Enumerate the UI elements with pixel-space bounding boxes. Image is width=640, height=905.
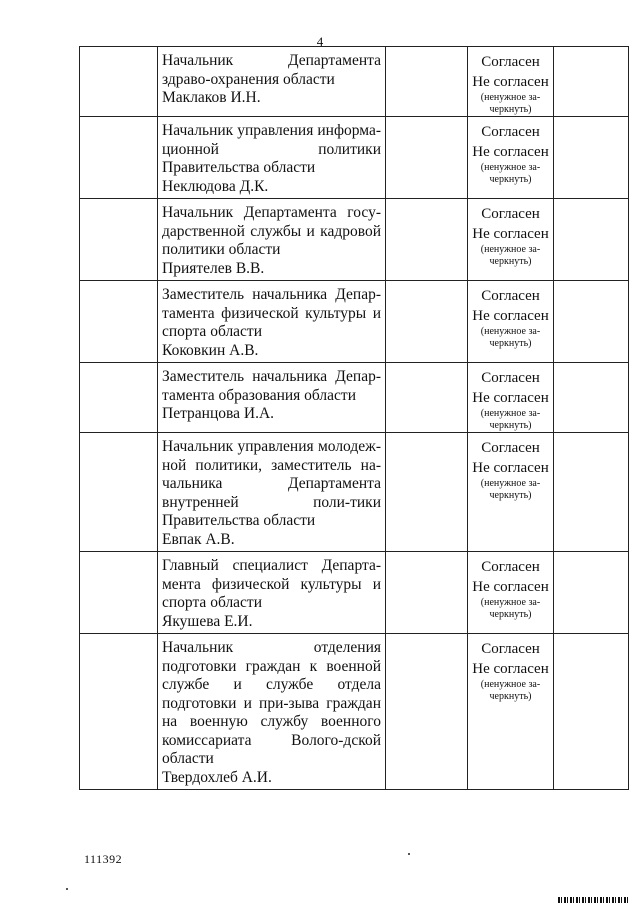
agree-option[interactable]: Согласен (481, 54, 540, 70)
empty-cell (554, 552, 629, 634)
empty-cell (386, 117, 468, 199)
empty-cell (80, 363, 158, 433)
strike-out-note: (ненужное за-черкнуть) (480, 597, 541, 620)
empty-cell (80, 117, 158, 199)
empty-cell (554, 634, 629, 790)
official-name: Евпак А.В. (162, 530, 235, 548)
decision-cell (468, 117, 554, 199)
empty-cell (80, 433, 158, 552)
empty-cell (554, 117, 629, 199)
disagree-option[interactable]: Не согласен (472, 661, 549, 677)
empty-cell (386, 47, 468, 117)
position-cell (158, 634, 386, 790)
empty-cell (386, 199, 468, 281)
empty-cell (386, 634, 468, 790)
empty-cell (386, 552, 468, 634)
agree-option[interactable]: Согласен (481, 559, 540, 575)
position-title: Заместитель начальника Депар-тамента физической культуры и спорта области (162, 286, 381, 340)
disagree-option[interactable]: Не согласен (472, 74, 549, 90)
agree-option[interactable]: Согласен (481, 124, 540, 140)
position-title: Начальник Департамента госу-дарственной службы и кадровой политики области (162, 204, 381, 258)
decision-cell (468, 363, 554, 433)
disagree-option[interactable]: Не согласен (472, 144, 549, 160)
approval-table (79, 46, 629, 790)
position-title: Начальник управления молодеж-ной политики, заместитель на-чальника Департамента внутренней поли-тики Правительства области (162, 438, 381, 529)
official-name: Петранцова И.А. (162, 405, 275, 422)
position-title: Начальник управления информа-ционной политики Правительства области (162, 122, 381, 176)
decision-cell (468, 281, 554, 363)
official-name: Приятелев В.В. (162, 259, 265, 277)
scan-speck (408, 853, 410, 855)
table-row (80, 47, 629, 117)
agree-option[interactable]: Согласен (481, 206, 540, 222)
agree-option[interactable]: Согласен (481, 641, 540, 657)
decision-cell (468, 199, 554, 281)
decision-cell (468, 552, 554, 634)
empty-cell (386, 363, 468, 433)
table-row (80, 552, 629, 634)
empty-cell (386, 281, 468, 363)
scan-speck (66, 888, 68, 890)
document-number: 111392 (84, 852, 123, 866)
position-cell (158, 433, 386, 552)
agree-option[interactable]: Согласен (481, 288, 540, 304)
page-number: 4 (316, 34, 324, 49)
strike-out-note: (ненужное за-черкнуть) (480, 244, 541, 267)
empty-cell (554, 281, 629, 363)
agree-option[interactable]: Согласен (481, 440, 540, 456)
table-row (80, 281, 629, 363)
table-row (80, 117, 629, 199)
disagree-option[interactable]: Не согласен (472, 226, 549, 242)
strike-out-note: (ненужное за-черкнуть) (480, 326, 541, 349)
empty-cell (386, 433, 468, 552)
position-title: Начальник отделения подготовки граждан к военной службе и службе отдела подготовки и при-зыва граждан на военную службу военного комиссариата Волого-дской области (162, 639, 381, 767)
empty-cell (80, 634, 158, 790)
position-cell (158, 47, 386, 117)
position-cell (158, 117, 386, 199)
position-title: Главный специалист Департа-мента физической культуры и спорта области (162, 557, 381, 611)
official-name: Маклаков И.Н. (162, 89, 261, 106)
empty-cell (554, 363, 629, 433)
agree-option[interactable]: Согласен (481, 370, 540, 386)
official-name: Твердохлеб А.И. (162, 768, 272, 786)
strike-out-note: (ненужное за-черкнуть) (480, 92, 541, 115)
table-row (80, 433, 629, 552)
disagree-option[interactable]: Не согласен (472, 460, 549, 476)
empty-cell (554, 433, 629, 552)
disagree-option[interactable]: Не согласен (472, 308, 549, 324)
strike-out-note: (ненужное за-черкнуть) (480, 679, 541, 702)
position-cell (158, 363, 386, 433)
decision-cell (468, 634, 554, 790)
decision-cell (468, 433, 554, 552)
position-cell (158, 281, 386, 363)
table-row (80, 634, 629, 790)
disagree-option[interactable]: Не согласен (472, 579, 549, 595)
empty-cell (80, 281, 158, 363)
barcode-mark (558, 897, 628, 903)
strike-out-note: (ненужное за-черкнуть) (480, 478, 541, 501)
empty-cell (80, 47, 158, 117)
disagree-option[interactable]: Не согласен (472, 390, 549, 406)
official-name: Коковкин А.В. (162, 341, 259, 359)
position-title: Начальник Департамента здраво-охранения области (162, 52, 381, 88)
strike-out-note: (ненужное за-черкнуть) (480, 162, 541, 185)
strike-out-note: (ненужное за-черкнуть) (480, 408, 541, 431)
position-cell (158, 199, 386, 281)
empty-cell (554, 199, 629, 281)
official-name: Якушева Е.И. (162, 612, 253, 630)
table-row (80, 363, 629, 433)
empty-cell (80, 552, 158, 634)
position-title: Заместитель начальника Депар-тамента образования области (162, 368, 381, 404)
official-name: Неклюдова Д.К. (162, 177, 269, 195)
table-row (80, 199, 629, 281)
empty-cell (80, 199, 158, 281)
empty-cell (554, 47, 629, 117)
decision-cell (468, 47, 554, 117)
position-cell (158, 552, 386, 634)
